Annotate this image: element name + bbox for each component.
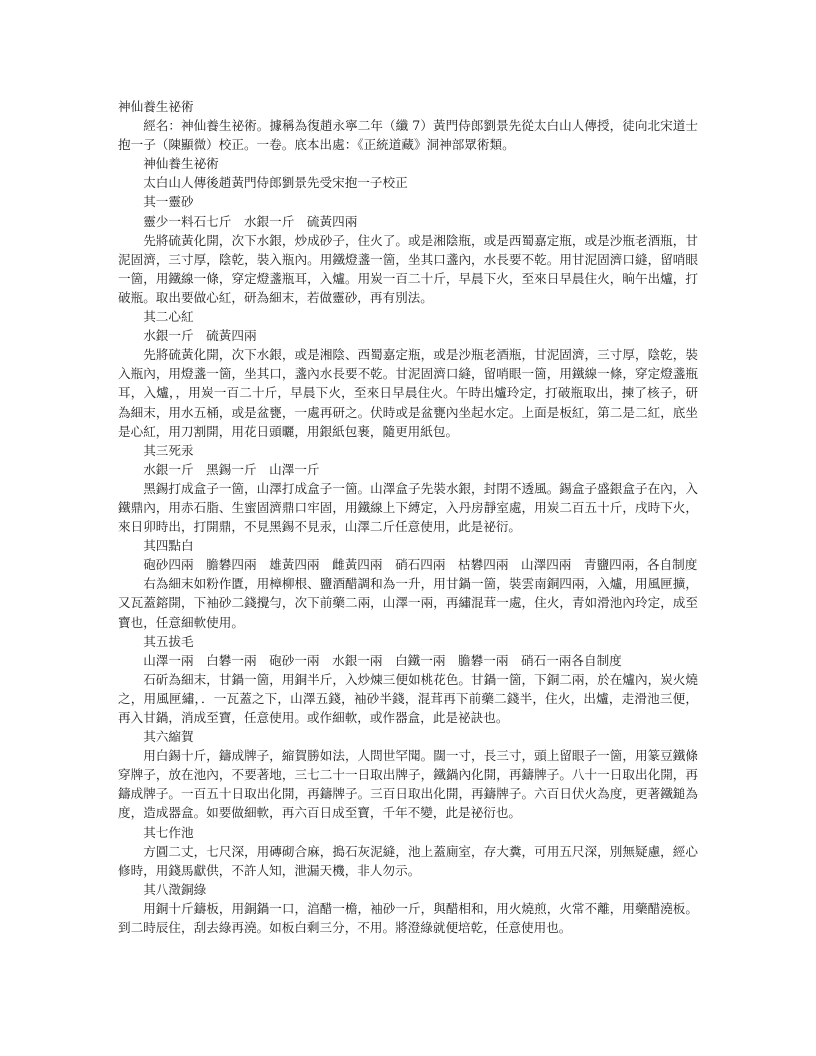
section-body-7: 方圓二丈，七尺深，用磚砌合麻，搗石灰泥縫，池上蓋廁室，存大糞，可用五尺深，別無疑慮，經心修時，用錢馬獻供，不許人知，泄漏天機，非人勿示。 [118,843,698,878]
inner-title: 神仙養生祕術 [143,156,219,172]
document-title: 神仙養生祕術 [118,99,194,114]
section-body-3: 黑錫打成盒子一箇，山澤打成盒子一箇。山澤盒子先裝水銀，封閉不透風。錫盒子盛銀盒子在內，入鐵鼎內，用赤石脂、生蜜固濟鼎口牢固，用鐵線上下縛定，入丹房靜室處，用炭二百五十斤，戌時下火，來日卯時出，打開鼎，不見黑錫不見汞，山澤二斤任意使用，此是祕衍。 [118,480,698,535]
section-heading-3: 其三死汞 [143,442,194,458]
section-body-2: 先將硫黃化開，次下水銀，或是湘陰、西蜀嘉定瓶，或是沙瓶老酒瓶，甘泥固濟，三寸厚，陰乾，裝入瓶內，用燈盞一箇，坐其口，盞內水長要不乾。甘泥固濟口縫，留哨眼一箇，用鐵線一條，穿定燈盞瓶耳，入爐，，用炭一百二十斤，早晨下火，至來日早晨住火。午時出爐玲定，打破瓶取出，揀了核子，研為細末，用水五桶，或是盆甕，一處再研之。伏時或是盆甕內坐起水定。上面是板紅，第二是二紅，底坐是心紅，用刀割開，用花日頭曬，用銀紙包裹，隨更用紙包。 [118,347,698,439]
attribution-line: 太白山人傳後趙黃門侍郎劉景先受宋抱一子校正 [143,175,408,191]
section-heading-1: 其一靈砂 [143,194,194,210]
section-ingredients-4: 砲砂四兩 膽礬四兩 雄黃四兩 雌黃四兩 硝石四兩 枯礬四兩 山澤四兩 青鹽四兩，各自制度 [143,557,698,573]
section-heading-6: 其六縮賀 [143,729,194,745]
section-ingredients-3: 水銀一斤 黑錫一斤 山澤一斤 [143,461,320,477]
document-body [118,97,698,937]
section-ingredients-1: 靈少一料石七斤 水銀一斤 硫黃四兩 [143,213,358,229]
section-heading-2: 其二心紅 [143,309,194,325]
section-heading-7: 其七作池 [143,824,194,840]
section-ingredients-5: 山澤一兩 白礬一兩 砲砂一兩 水銀一兩 白鐵一兩 膽礬一兩 硝石一兩各自制度 [143,652,622,668]
scripture-note-paragraph: 經名：神仙養生祕術。據稱為復趙永寧二年（纖 7）黃門侍郎劉景先從太白山人傳授，徒向北宋道士抱一子（陳顯微）校正。一卷。底本出處：《正統道藏》洞神部眾術類。 [118,118,698,153]
section-heading-5: 其五拔毛 [143,633,194,649]
section-heading-8: 其八澂銅綠 [143,881,207,897]
section-body-4: 右為細末如粉作匱，用樟柳根、鹽酒醋調和為一升，用甘鍋一箇，裝雲南銅四兩，入爐，用風匣擴，又瓦蓋鎔開，下袖砂二錢攪勻，次下前藥二兩，山澤一兩，再繡混茸一處，住火，青如滑池內玲定，成至寶也，任意細軟使用。 [118,576,698,630]
section-body-6: 用白錫十斤，鑄成牌子，縮賀勝如法，人問世罕聞。闊一寸，長三寸，頭上留眼子一箇，用篆豆鐵條穿牌子，放在池內，不要著地，三七二十一日取出牌子，鐵鍋內化開，再鑄牌子。八十一日取出化開，再鑄成牌子。一百五十日取出化開，再鑄牌子。三百日取出化開，再鑄牌子。六百日伏火為度，更著鐵鎚為度，造成器盒。如要做細軟，再六百日成至寶，千年不變，此是祕衍也。 [118,748,698,821]
section-heading-4: 其四點白 [143,538,194,554]
section-body-1: 先將硫黃化開，次下水銀，炒成砂子，住火了。或是湘陰瓶，或是西蜀嘉定瓶，或是沙瓶老酒瓶，甘泥固濟，三寸厚，陰乾，裝入瓶內。用鐵燈盞一箇，坐其口盞內，水長要不乾。用甘泥固濟口縫，留哨眼一箇，用鐵線一條，穿定燈盞瓶耳，入爐。用炭一百二十斤，早晨下火，至來日早晨住火，晌午出爐，打破瓶。取出要做心紅，研為細末，若做靈砂，再有別法。 [118,232,698,305]
section-body-8: 用銅十斤鑄板，用銅鍋一口，湻醋一檐，袖砂一斤，與醋相和，用火燒煎，火常不離，用藥醋澆板。到二時辰住，刮去綠再澆。如板白剩三分，不用。將澄綠就便培乾，任意使用也。 [118,900,698,936]
section-body-5: 石斫為細末，甘鍋一箇，用銅半斤，入炒煉三便如桃花色。甘鍋一箇，下銅二兩，於在爐內，炭火燒之，用風匣繡，．一瓦蓋之下，山澤五錢，袖砂半錢，混茸再下前藥二錢半，住火，出爐，走滑池三便，再入甘鍋，消成至寶，任意使用。或作細軟，或作器盒，此是祕訣也。 [118,671,698,725]
section-ingredients-2: 水銀一斤 硫黃四兩 [143,328,257,344]
